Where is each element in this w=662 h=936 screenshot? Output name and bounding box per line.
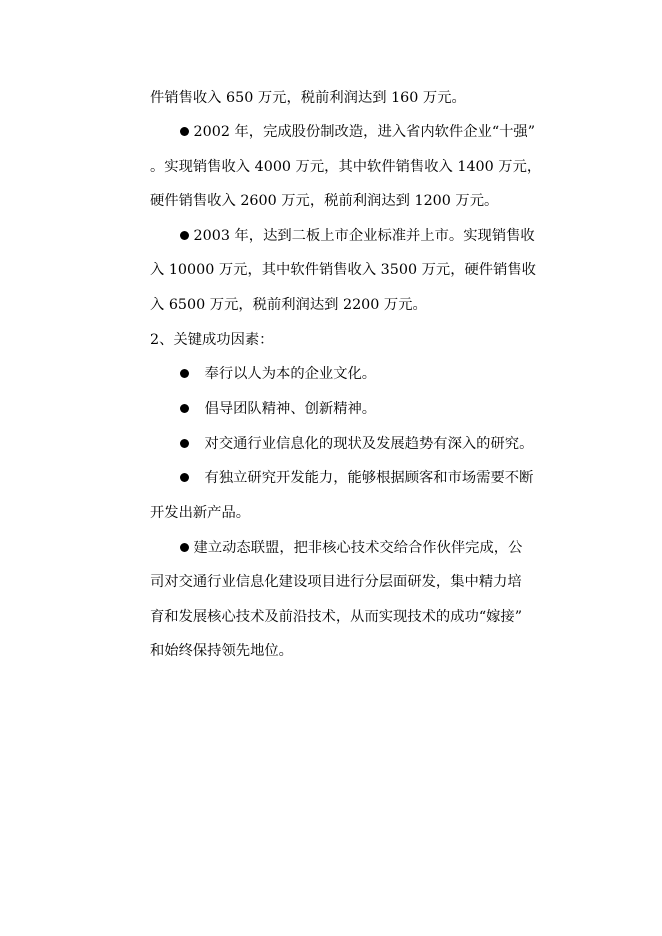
list-item <box>180 397 376 421</box>
list-item <box>180 536 522 560</box>
line-text: 司对交通行业信息化建设项目进行分层面研发，集中精力培 <box>150 574 522 590</box>
bullet-icon <box>180 404 189 413</box>
list-item <box>180 362 376 386</box>
section-heading <box>150 328 273 352</box>
line-text: 。实现销售收入 4000 万元，其中软件销售收入 1400 万元， <box>150 159 542 175</box>
line-text: 2002 年，完成股份制改造，进入省内软件企业“十强” <box>193 124 536 140</box>
line-text: 育和发展核心技术及前沿技术，从而实现技术的成功“嫁接” <box>150 609 523 625</box>
text-line <box>150 155 541 179</box>
line-text: 硬件销售收入 2600 万元，税前利润达到 1200 万元。 <box>150 193 499 209</box>
bullet-icon <box>180 231 189 240</box>
bullet-icon <box>180 127 189 136</box>
bullet-icon <box>180 543 189 552</box>
line-text: 和始终保持领先地位。 <box>150 643 293 659</box>
list-item <box>180 466 533 490</box>
line-text: 入 6500 万元，税前利润达到 2200 万元。 <box>150 297 427 313</box>
list-item-text: 有独立研究开发能力，能够根据顾客和市场需要不断 <box>204 470 534 486</box>
text-line <box>150 605 522 629</box>
line-text: 开发出新产品。 <box>150 505 251 521</box>
text-line <box>150 293 427 317</box>
list-item-text: 倡导团队精神、创新精神。 <box>204 401 377 417</box>
text-line <box>150 86 466 110</box>
text-line <box>150 189 498 213</box>
line-text: 入 10000 万元，其中软件销售收入 3500 万元，硬件销售收 <box>150 262 536 278</box>
bullet-icon <box>180 439 189 448</box>
line-text: 件销售收入 650 万元，税前利润达到 160 万元。 <box>150 90 466 106</box>
section-heading-text: 2、关键成功因素： <box>150 332 274 348</box>
list-item-text: 建立动态联盟，把非核心技术交给合作伙伴完成，公 <box>193 540 523 556</box>
list-item-text: 奉行以人为本的企业文化。 <box>204 366 377 382</box>
milestone-2002 <box>180 120 535 144</box>
text-line <box>150 501 250 525</box>
text-line <box>150 639 293 663</box>
text-line <box>150 570 522 594</box>
line-text: 2003 年，达到二板上市企业标准并上市。实现销售收 <box>193 228 535 244</box>
milestone-2003 <box>180 224 535 248</box>
list-item <box>180 432 533 456</box>
text-line <box>150 258 536 282</box>
list-item-text: 对交通行业信息化的现状及发展趋势有深入的研究。 <box>204 436 534 452</box>
bullet-icon <box>180 473 189 482</box>
bullet-icon <box>180 369 189 378</box>
